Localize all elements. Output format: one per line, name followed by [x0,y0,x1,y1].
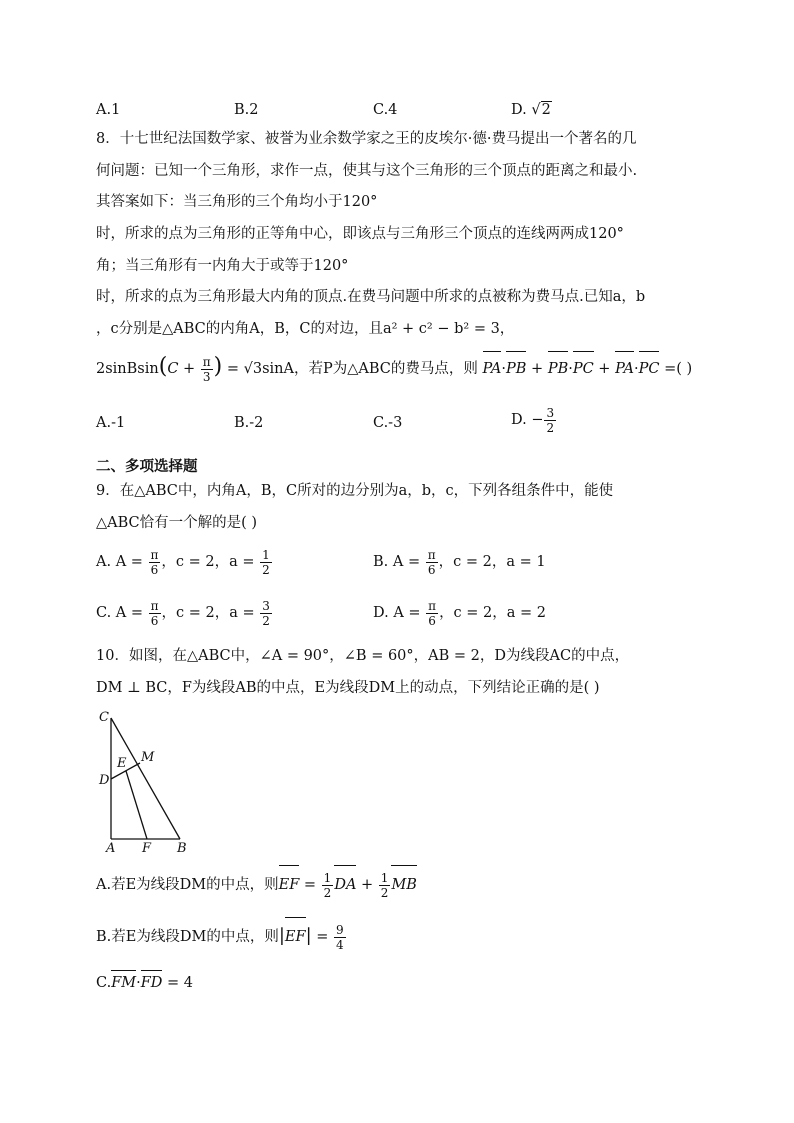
q8-line-4: 时，所求的点为三角形的正等角中心，即该点与三角形三个顶点的连线两两成120° [96,226,624,242]
section-heading: 二、多项选择题 [96,458,198,475]
q8-option-a: A.-1 [96,415,126,431]
q8-line-8: 2sinBsin(C + $\frac{\pi}{3}$ ) = √3sinA，若P为△ABC的费马点，则 PA·PB + PB·PC + PA·PC =( ) [96,354,693,384]
label-a: A [106,841,116,856]
label-b: B [177,841,187,856]
q8-line-6: 时，所求的点为三角形最大内角的顶点.在费马问题中所求的点被称为费马点.已知a，b [96,289,646,305]
q8-option-b: B.-2 [234,415,264,431]
q9-line-2: △ABC恰有一个解的是( ) [96,515,258,531]
q9-option-a: A. A = $\frac{\pi}{6}$ ，c = 2，a = $\frac{1}{2}$ [96,547,270,577]
q7-option-a: A.1 [96,102,121,118]
pi-over-3: $\frac{\pi}{3}$ [202,354,211,384]
q8-option-d: D. − $\frac{3}{2}$ [511,405,555,435]
q9-option-b: B. A = $\frac{\pi}{6}$ ，c = 2，a = 1 [373,547,546,577]
q7-option-d: D. √2 [511,102,551,118]
q10-line-2: DM ⊥ BC，F为线段AB的中点，E为线段DM上的动点，下列结论正确的是( ) [96,680,600,696]
label-d: D [99,773,110,788]
q8-line-7: ，c分别是△ABC的内角A，B，C的对边，且a² + c² − b² = 3， [96,321,515,337]
q10-option-c: C.FM·FD = 4 [96,975,193,991]
q10-line-1: 10．如图，在△ABC中，∠A = 90°，∠B = 60°，AB = 2，D为线段AC的中点， [96,648,630,664]
q8-line-1: 8．十七世纪法国数学家、被誉为业余数学家之王的皮埃尔·德·费马提出一个著名的几 [96,131,637,147]
q8-line-2: 何问题：已知一个三角形，求作一点，使其与这个三角形的三个顶点的距离之和最小. [96,163,638,179]
q8-line-5: 角；当三角形有一内角大于或等于120° [96,258,349,274]
q8-option-c: C.-3 [373,415,403,431]
label-c: C [99,710,109,725]
label-f: F [142,841,152,856]
side-bc [111,718,180,839]
label-e: E [117,756,127,771]
q10-option-b: B.若E为线段DM的中点，则|EF| = $\frac{9}{4}$ [96,919,347,954]
q8-line-3: 其答案如下：当三角形的三个角均小于120° [96,194,378,210]
label-m: M [141,750,155,765]
triangle-figure [92,706,202,856]
q9-line-1: 9．在△ABC中，内角A，B，C所对的边分别为a，b，c，下列各组条件中，能使 [96,483,614,499]
q7-option-c: C.4 [373,102,398,118]
segment-ef [126,771,147,839]
q9-option-d: D. A = $\frac{\pi}{6}$ ，c = 2，a = 2 [373,598,547,628]
q9-option-c: C. A = $\frac{\pi}{6}$ ，c = 2，a = $\frac{3}{2}$ [96,598,270,628]
q10-option-a: A.若E为线段DM的中点，则EF = $\frac{1}{2}$ DA + $\frac{1}{2}$ MB [96,868,417,902]
q7-option-b: B.2 [234,102,259,118]
